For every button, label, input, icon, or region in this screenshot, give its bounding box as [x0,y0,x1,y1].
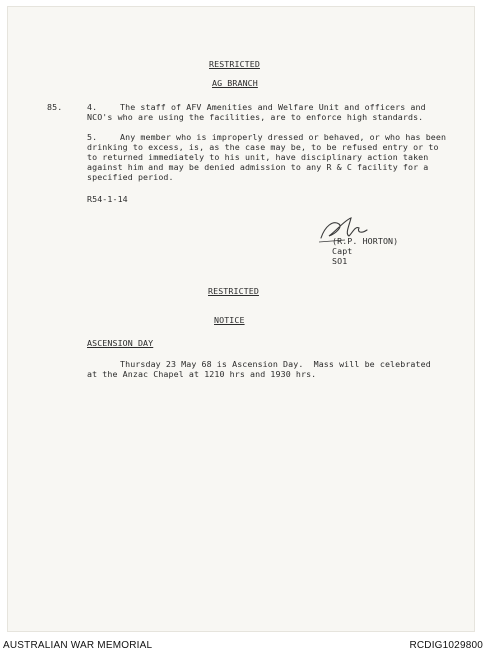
signatory-role: SO1 [332,256,348,266]
paragraph-5-line-1: Any member who is improperly dressed or behaved, or who has been [120,132,447,142]
paragraph-5-line-5: specified period. [87,172,174,182]
paragraph-5-line-3: to returned immediately to his unit, have disciplinary action taken [87,152,429,162]
classification-header: RESTRICTED [209,59,260,69]
notice-line-1: Thursday 23 May 68 is Ascension Day. Mass will be celebrated [120,359,431,369]
footer-record-id: RCDIG1029800 [409,640,483,651]
notice-heading: ASCENSION DAY [87,338,154,348]
signatory-name: (R.P. HORTON) [332,236,399,246]
paragraph-5-line-4: against him and may be denied admission to any R & C facility for a [87,162,429,172]
section-number: 85. [47,102,63,112]
file-reference: R54-1-14 [87,194,128,204]
paragraph-4-line-2: NCO's who are using the facilities, are to enforce high standards. [87,112,424,122]
paragraph-5-number: 5. [87,132,98,142]
paragraph-4-number: 4. [87,102,98,112]
notice-classification: RESTRICTED [208,286,259,296]
signatory-rank: Capt [332,246,353,256]
paragraph-5-line-2: drinking to excess, is, as the case may be, to be refused entry or to [87,142,439,152]
notice-line-2: at the Anzac Chapel at 1210 hrs and 1930 hrs. [87,369,317,379]
notice-title: NOTICE [214,315,245,325]
footer-source: AUSTRALIAN WAR MEMORIAL [3,640,153,651]
document-page [7,6,475,632]
branch-heading: AG BRANCH [212,78,258,88]
paragraph-4-line-1: The staff of AFV Amenities and Welfare Unit and officers and [120,102,426,112]
